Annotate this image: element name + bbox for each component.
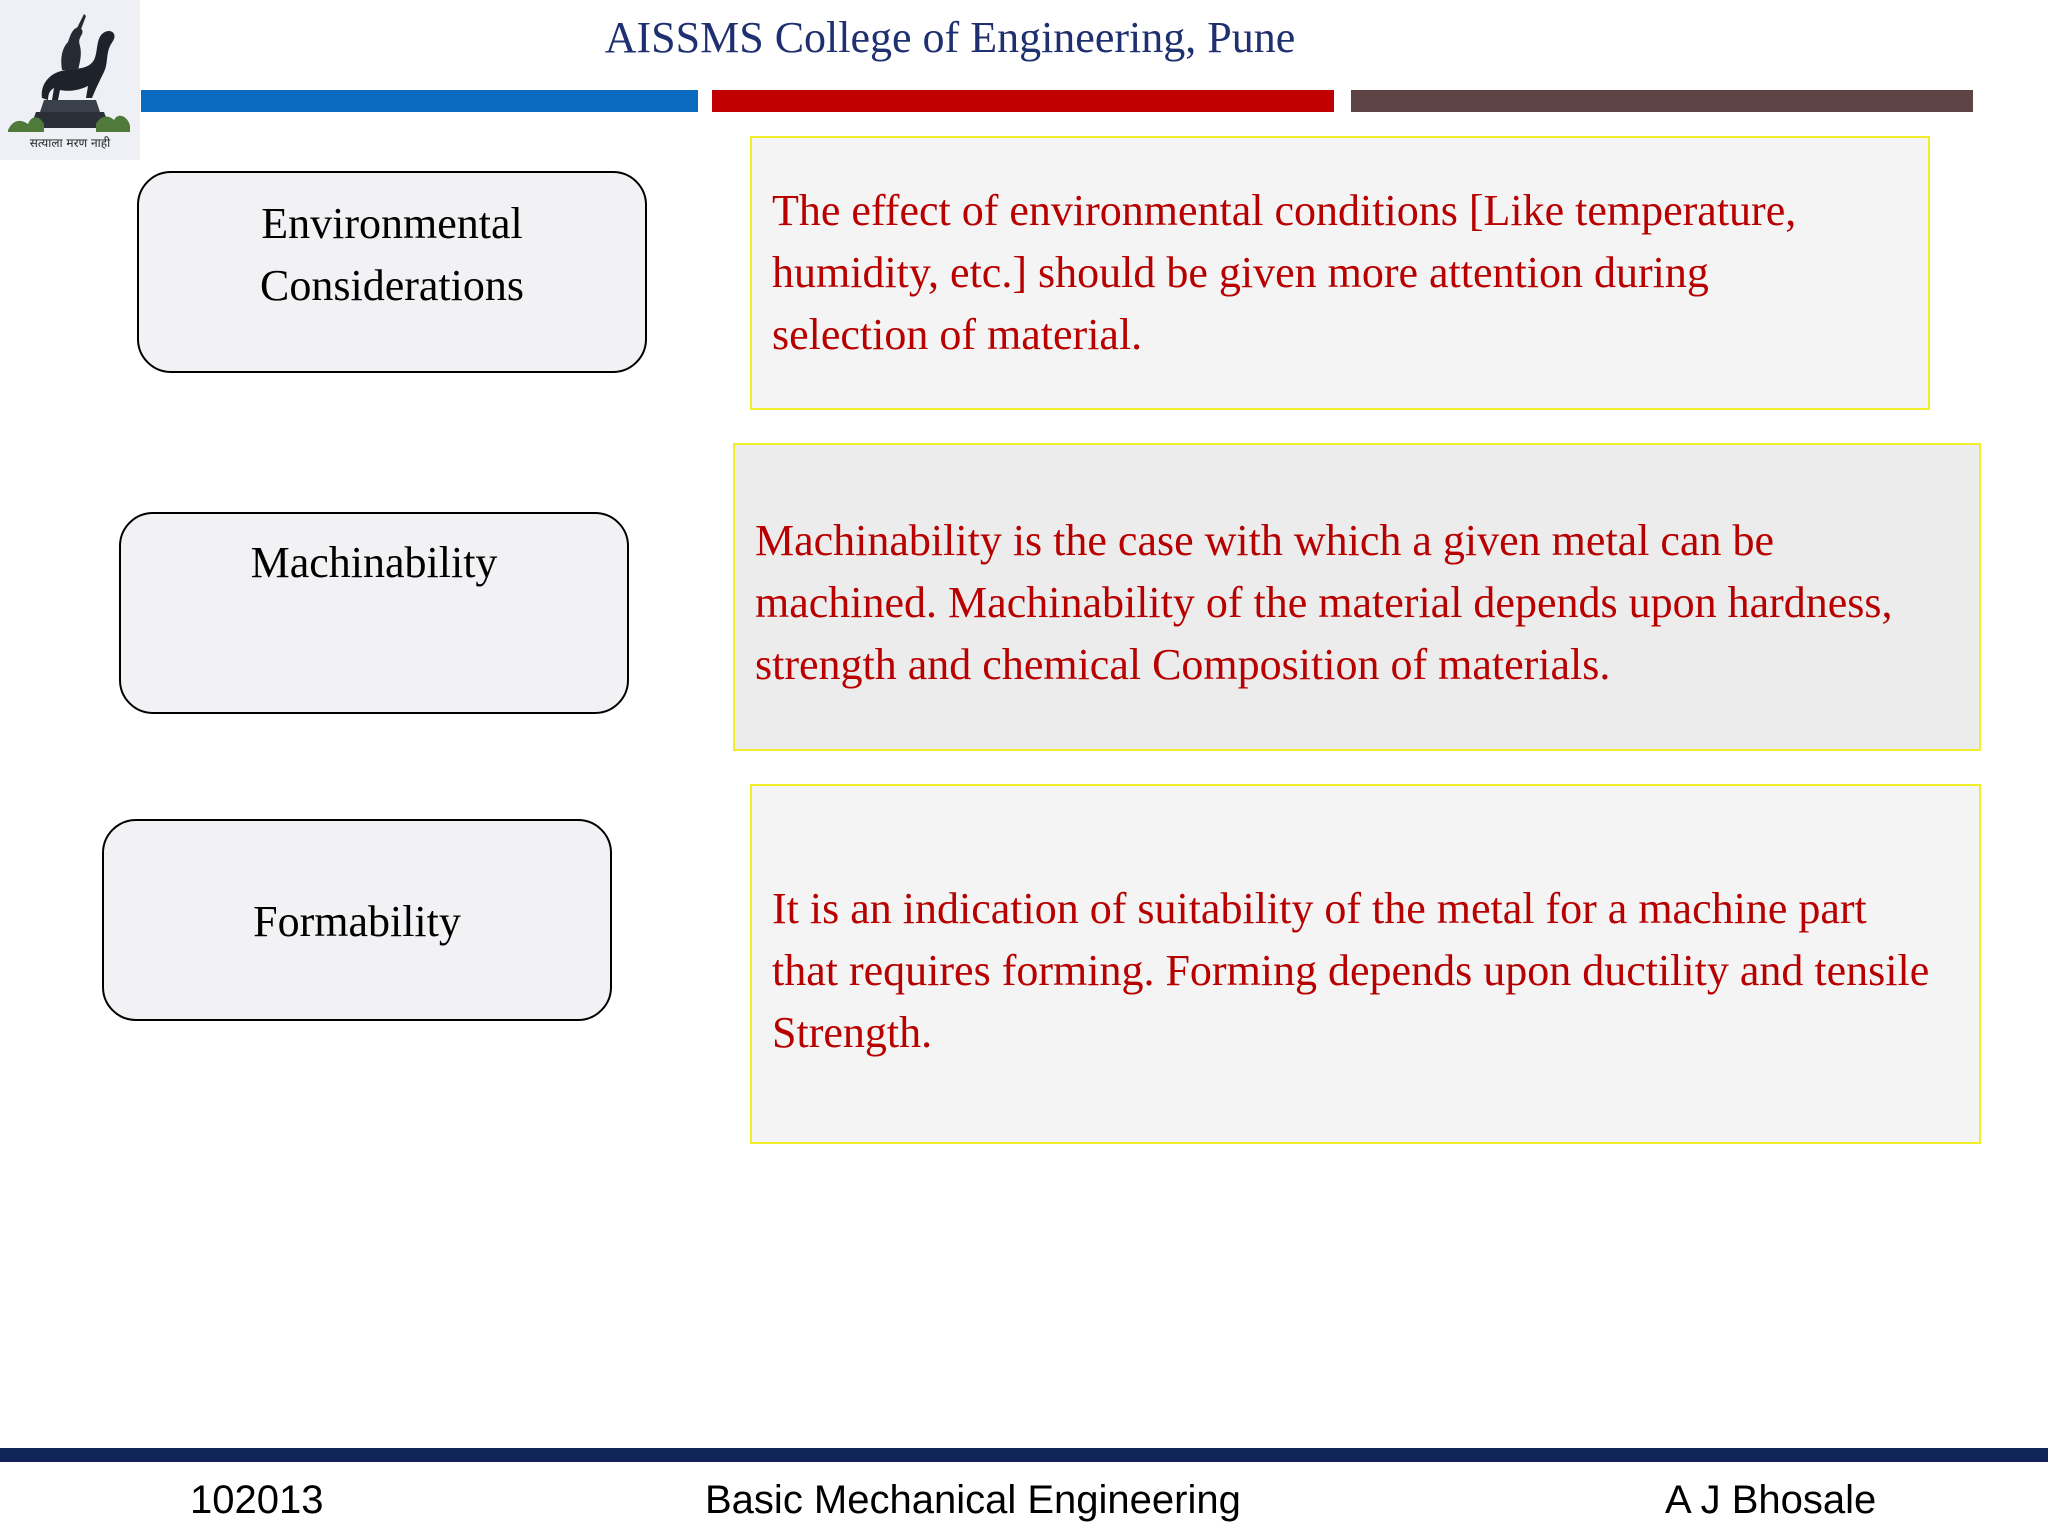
footer-author: A J Bhosale [1665,1478,1877,1522]
description-line: It is an indication of suitability of the metal for a machine part [772,884,1867,933]
description-environmental-considerations [750,136,1930,410]
college-title: AISSMS College of Engineering, Pune [604,13,1296,62]
description-line: selection of material. [772,310,1143,359]
label-line: Considerations [260,261,524,310]
description-line: Machinability is the case with which a given metal can be [755,516,1775,565]
label-line: Formability [253,897,461,946]
description-line: Strength. [772,1008,933,1057]
header-bar-blue [141,90,698,112]
footer-divider [0,1448,2048,1462]
college-logo [0,0,140,160]
description-formability [750,784,1981,1144]
header-bar-red [712,90,1334,112]
description-line: strength and chemical Composition of materials. [755,640,1611,689]
horse-statue-icon [0,0,140,140]
label-environmental-considerations [137,171,647,373]
description-line: humidity, etc.] should be given more attention during [772,248,1709,297]
description-line: that requires forming. Forming depends upon ductility and tensile [772,946,1930,995]
label-line: Machinability [250,538,498,587]
header-bar-brown [1351,90,1973,112]
footer-course-name: Basic Mechanical Engineering [705,1478,1241,1522]
label-line: Environmental [261,199,523,248]
description-line: machined. Machinability of the material depends upon hardness, [755,578,1893,627]
description-line: The effect of environmental conditions [Like temperature, [772,186,1797,235]
footer-course-code: 102013 [190,1478,324,1522]
logo-motto: सत्याला मरण नाही [29,136,111,150]
description-machinability [733,443,1981,751]
label-formability [102,819,612,1021]
label-machinability [119,512,629,714]
